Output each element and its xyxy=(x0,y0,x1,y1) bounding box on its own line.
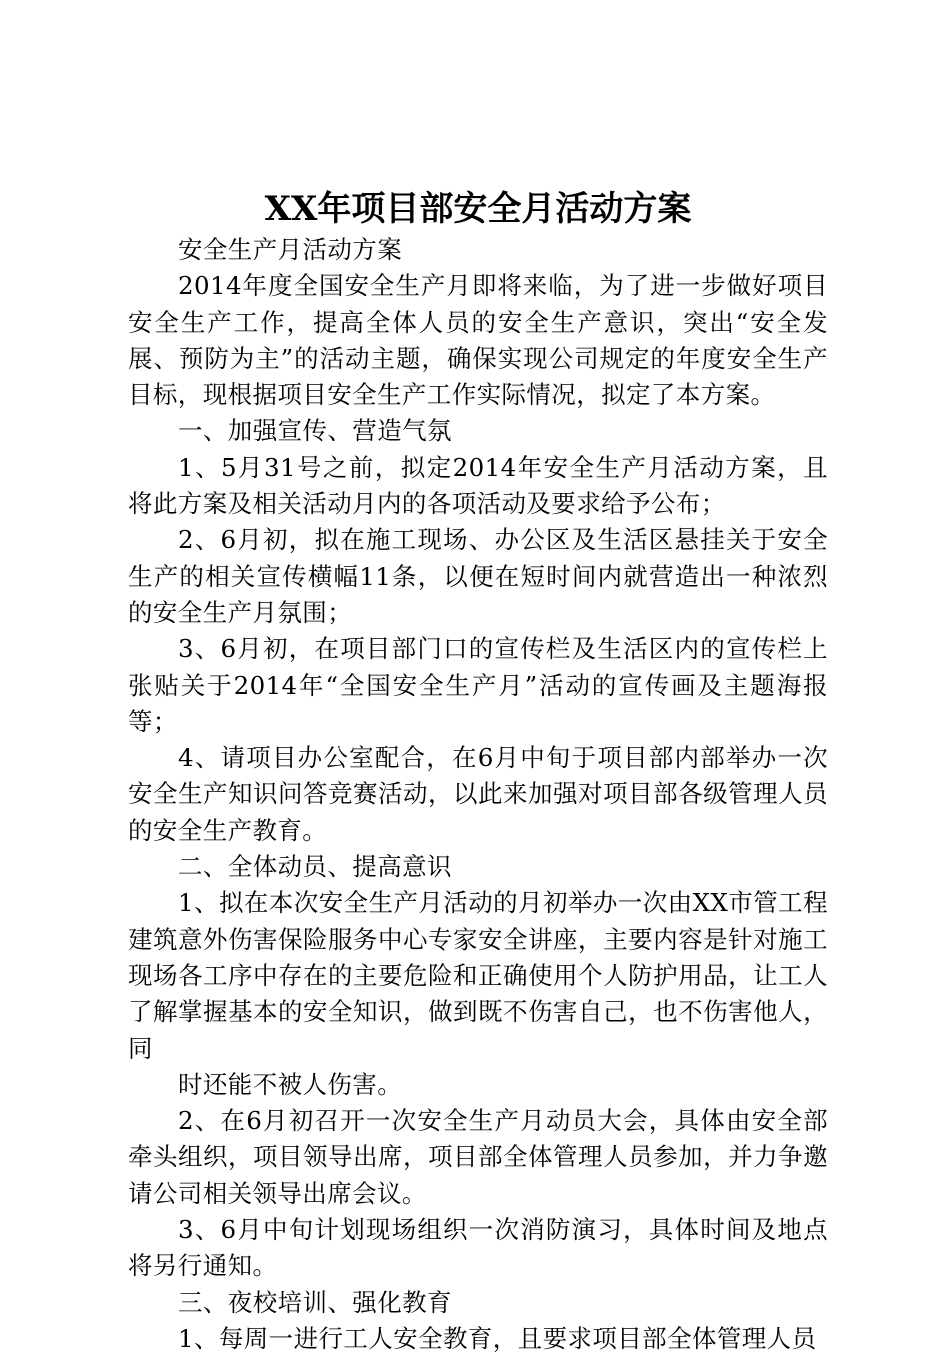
document-title: XX年项目部安全月活动方案 xyxy=(264,189,692,229)
paragraph-item: 3、6月初，在项目部门口的宣传栏及生活区内的宣传栏上张贴关于2014年“全国安全生产月”活动的宣传画及主题海报等； xyxy=(128,634,828,736)
paragraph-item: 3、6月中旬计划现场组织一次消防演习，具体时间及地点将另行通知。 xyxy=(128,1215,828,1281)
paragraph-item: 2、在6月初召开一次安全生产月动员大会，具体由安全部牵头组织，项目领导出席，项目部全体管理人员参加，并力争邀请公司相关领导出席会议。 xyxy=(128,1106,828,1208)
paragraph-item: 1、每周一进行工人安全教育，且要求项目部全体管理人员 xyxy=(178,1323,817,1353)
section-heading-3: 三、夜校培训、强化教育 xyxy=(178,1287,452,1317)
paragraph-intro: 2014年度全国安全生产月即将来临，为了进一步做好项目安全生产工作，提高全体人员的安全生产意识，突出“安全发展、预防为主”的活动主题，确保实现公司规定的年度安全生产目标，现根据项目安全生产工作实际情况，拟定了本方案。 xyxy=(128,271,828,410)
section-heading-1: 一、加强宣传、营造气氛 xyxy=(178,416,452,446)
section-heading-2: 二、全体动员、提高意识 xyxy=(178,852,452,882)
paragraph-continuation: 时还能不被人伤害。 xyxy=(178,1069,403,1099)
paragraph-item: 2、6月初，拟在施工现场、办公区及生活区悬挂关于安全生产的相关宣传横幅11条，以便在短时间内就营造出一种浓烈的安全生产月氛围； xyxy=(128,525,828,627)
paragraph-subtitle: 安全生产月活动方案 xyxy=(178,235,403,264)
document-body xyxy=(128,232,828,1357)
paragraph-item: 1、5月31号之前，拟定2014年安全生产月活动方案，且将此方案及相关活动月内的各项活动及要求给予公布； xyxy=(128,452,828,519)
paragraph-item: 4、请项目办公室配合，在6月中旬于项目部内部举办一次安全生产知识问答竞赛活动，以此来加强对项目部各级管理人员的安全生产教育。 xyxy=(128,743,828,845)
paragraph-item: 1、拟在本次安全生产月活动的月初举办一次由XX市管工程建筑意外伤害保险服务中心专家安全讲座，主要内容是针对施工现场各工序中存在的主要危险和正确使用个人防护用品，让工人了解掌握基本的安全知识，做到既不伤害自己，也不伤害他人，同 xyxy=(128,888,828,1063)
